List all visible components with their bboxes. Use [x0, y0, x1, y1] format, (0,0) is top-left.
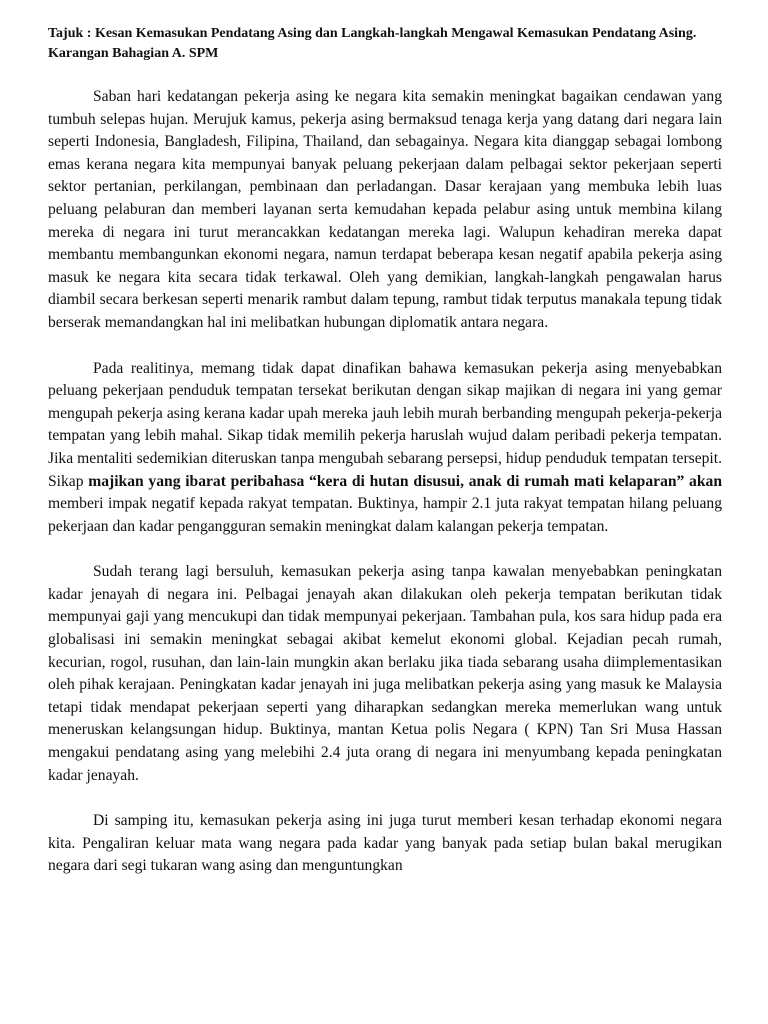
paragraph-employment-impact [48, 358, 722, 539]
paragraph-text: memberi impak negatif kepada rakyat tempatan. Buktinya, hampir 2.1 juta rakyat tempatan hilang peluang pekerjaan dan kadar pengangguran semakin meningkat dalam kalangan pekerja tempatan. [48, 495, 722, 535]
emphasized-proverb: majikan yang ibarat peribahasa “kera di hutan disusui, anak di rumah mati kelaparan” akan [88, 472, 722, 490]
paragraph-economic-impact: Di samping itu, kemasukan pekerja asing ini juga turut memberi kesan terhadap ekonomi negara kita. Pengaliran keluar mata wang negara pada kadar yang banyak pada setiap bulan bakal merugikan negara dari segi tukaran wang asing dan menguntungkan [48, 812, 722, 875]
paragraph-introduction: Saban hari kedatangan pekerja asing ke negara kita semakin meningkat bagaikan cendawan yang tumbuh selepas hujan. Merujuk kamus, pekerja asing bermaksud tenaga kerja yang datang dari negara lain seperti Indonesia, Bangladesh, Filipina, Thailand, dan sebagainya. Negara kita dianggap sebagai lombong emas kerana negara kita mempunyai banyak peluang pekerjaan dalam pelbagai sektor pekerjaan seperti sektor pertanian, perkilangan, pembinaan dan perladangan. Dasar kerajaan yang membuka lebih luas peluang pelaburan dan memberi layanan serta kemudahan kepada pelabur asing untuk membina kilang mereka di negara ini turut merancakkan kedatangan mereka lagi. Walupun kehadiran mereka dapat membantu membangunkan ekonomi negara, namun terdapat beberapa kesan negatif apabila pekerja asing masuk ke negara kita secara tidak terkawal. Oleh yang demikian, langkah-langkah pengawalan harus diambil secara berkesan seperti menarik rambut dalam tepung, rambut tidak terputus manakala tepung tidak berserak memandangkan hal ini melibatkan hubungan diplomatik antara negara. [48, 88, 722, 331]
paragraph-text: Pada realitinya, memang tidak dapat dinafikan bahawa kemasukan pekerja asing menyebabkan peluang pekerjaan penduduk tempatan tersekat berikutan dengan sikap majikan di negara ini yang gemar mengupah pekerja asing kerana kadar upah mereka jauh lebih murah berbanding mengupah pekerja-pekerja tempatan yang lebih mahal. Sikap tidak memilih pekerja haruslah wujud dalam peribadi pekerja tempatan. Jika mentaliti sedemikian diteruskan tanpa mengubah sebarang persepsi, hidup penduduk tempatan tersepit. Sikap [48, 359, 722, 490]
document-page [48, 24, 722, 901]
document-title: Tajuk : Kesan Kemasukan Pendatang Asing dan Langkah-langkah Mengawal Kemasukan Pendatang Asing. Karangan Bahagian A. SPM [48, 26, 697, 61]
paragraph-crime-impact: Sudah terang lagi bersuluh, kemasukan pekerja asing tanpa kawalan menyebabkan peningkatan kadar jenayah di negara ini. Pelbagai jenayah akan dilakukan oleh pekerja tempatan berikutan tidak mempunyai gaji yang mencukupi dan tidak mempunyai pekerjaan. Tambahan pula, kos sara hidup pada era globalisasi ini semakin meningkat sebagai akibat kemelut ekonomi global. Kejadian pecah rumah, kecurian, rogol, rusuhan, dan lain-lain mungkin akan berlaku jika tiada sebarang usaha diimplementasikan oleh pihak kerajaan. Peningkatan kadar jenayah ini juga melibatkan pekerja asing yang masuk ke Malaysia tetapi tidak mendapat pekerjaan seperti yang diharapkan sedangkan mereka memerlukan wang untuk meneruskan kelangsungan hidup. Buktinya, mantan Ketua polis Negara ( KPN) Tan Sri Musa Hassan mengakui pendatang asing yang melebihi 2.4 juta orang di negara ini menyumbang kepada peningkatan kadar jenayah. [48, 563, 722, 784]
